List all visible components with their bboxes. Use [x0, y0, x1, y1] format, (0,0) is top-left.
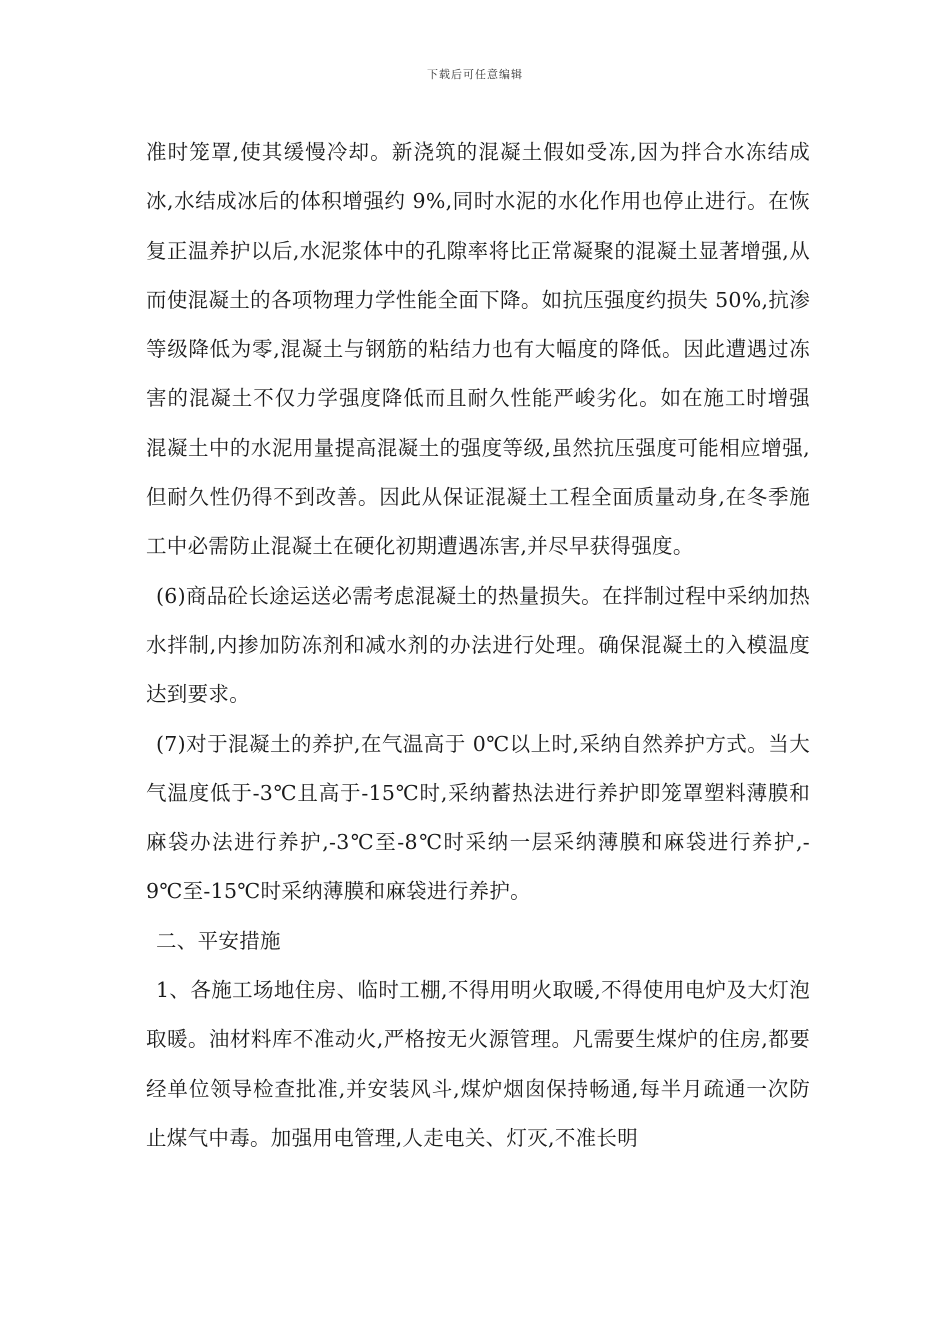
document-body — [146, 128, 810, 1163]
page-header: 下载后可任意编辑 — [427, 68, 523, 81]
paragraph-item-7: (7)对于混凝土的养护,在气温高于 0℃以上时,采纳自然养护方式。当大气温度低于-3℃且高于-15℃时,采纳蓄热法进行养护即笼罩塑料薄膜和麻袋办法进行养护,-3℃至-8℃时采纳一层采纳薄膜和麻袋进行养护,-9℃至-15℃时采纳薄膜和麻袋进行养护。 — [146, 731, 810, 904]
paragraph-safety-1: 1、各施工场地住房、临时工棚,不得用明火取暖,不得使用电炉及大灯泡取暖。油材料库不准动火,严格按无火源管理。凡需要生煤炉的住房,都要经单位领导检查批准,并安装风斗,煤炉烟囱保持畅通,每半月疏通一次防止煤气中毒。加强用电管理,人走电关、灯灭,不准长明 — [146, 978, 810, 1150]
section-heading-safety: 二、平安措施 — [156, 928, 281, 953]
paragraph-frost-damage: 准时笼罩,使其缓慢冷却。新浇筑的混凝土假如受冻,因为拌合水冻结成冰,水结成冰后的体积增强约 9%,同时水泥的水化作用也停止进行。在恢复正温养护以后,水泥浆体中的孔隙率将比正常凝聚的混凝土显著增强,从而使混凝土的各项物理力学性能全面下降。如抗压强度约损失 50%,抗渗等级降低为零,混凝土与钢筋的粘结力也有大幅度的降低。因此遭遇过冻害的混凝土不仅力学强度降低而且耐久性能严峻劣化。如在施工时增强混凝土中的水泥用量提高混凝土的强度等级,虽然抗压强度可能相应增强,但耐久性仍得不到改善。因此从保证混凝土工程全面质量动身,在冬季施工中必需防止混凝土在硬化初期遭遇冻害,并尽早获得强度。 — [146, 140, 810, 559]
paragraph-item-6: (6)商品砼长途运送必需考虑混凝土的热量损失。在拌制过程中采纳加热水拌制,内掺加防冻剂和减水剂的办法进行处理。确保混凝土的入模温度达到要求。 — [146, 583, 810, 707]
